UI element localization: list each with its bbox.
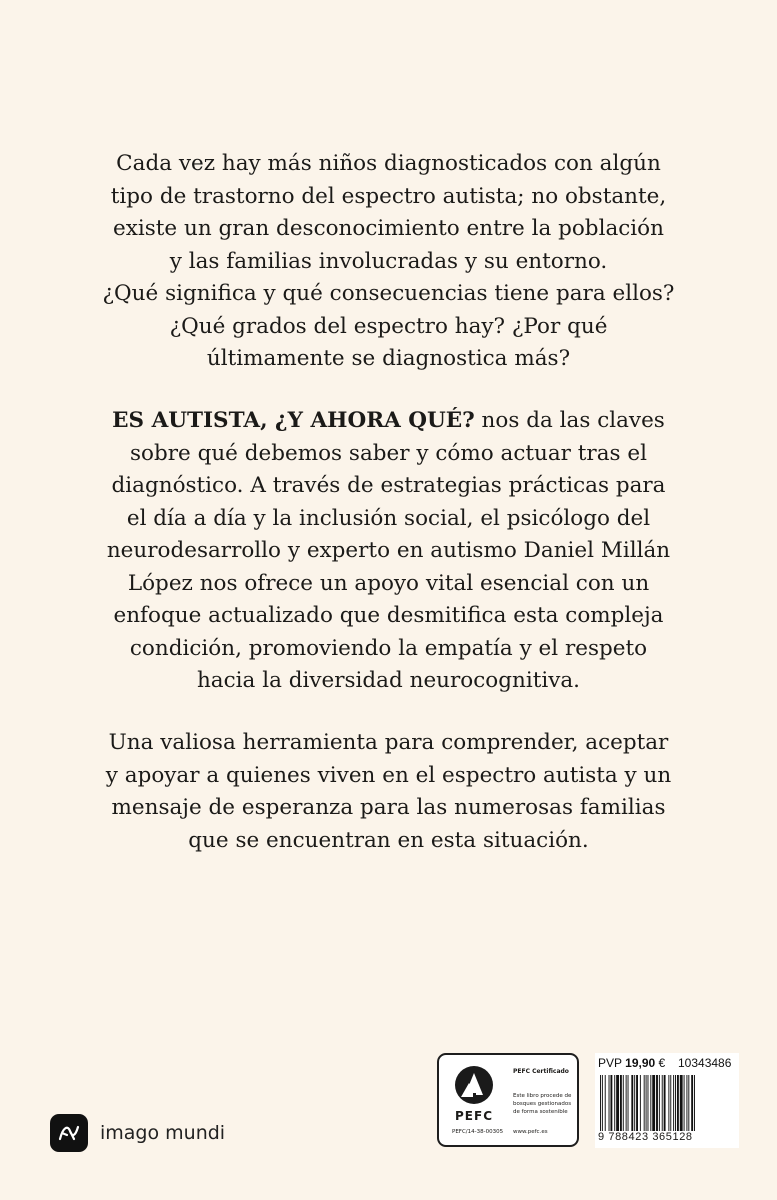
text-line	[0, 405, 777, 438]
publisher-logo-icon	[50, 1114, 88, 1152]
barcode-bar	[631, 1075, 633, 1131]
barcode-bar	[644, 1075, 645, 1131]
pvp-label: PVP	[598, 1056, 622, 1070]
barcode-bar	[668, 1075, 669, 1131]
barcode-bar	[616, 1075, 619, 1131]
isbn-digits: 9 788423 365128	[598, 1131, 693, 1143]
text-line: el día a día y la inclusión social, el psicólogo del	[126, 505, 651, 531]
text-line: y apoyar a quienes viven en el espectro autista y un	[105, 762, 672, 788]
barcode-bar	[620, 1075, 622, 1131]
barcode-bar	[626, 1075, 627, 1131]
text-line: ¿Qué grados del espectro hay? ¿Por qué	[169, 313, 608, 339]
publisher-name: imago mundi	[100, 1122, 226, 1144]
barcode-bar	[605, 1075, 606, 1131]
barcode-bar	[614, 1075, 615, 1131]
barcode-bar	[652, 1075, 655, 1131]
text-line: mensaje de esperanza para las numerosas familias	[111, 795, 666, 820]
barcode-bar	[623, 1075, 624, 1131]
barcode-bar	[628, 1075, 629, 1131]
pefc-tree-icon	[451, 1065, 497, 1109]
barcode-bar	[659, 1075, 660, 1131]
text-line: neurodesarrollo y experto en autismo Daniel Millán	[106, 538, 671, 563]
barcode-bars	[600, 1075, 734, 1131]
barcode-bar	[691, 1075, 693, 1131]
text-line: existe un gran desconocimiento entre la población	[113, 216, 664, 241]
barcode-bar	[600, 1075, 601, 1131]
text-line: sobre qué debemos saber y cómo actuar tras el	[130, 440, 647, 466]
text-line: tipo de trastorno del espectro autista; no obstante,	[110, 183, 667, 209]
pefc-logo-text: PEFC	[455, 1109, 493, 1123]
text-line: ¿Qué significa y qué consecuencias tiene para ellos?	[102, 281, 675, 306]
barcode-bar	[636, 1075, 638, 1131]
barcode-bar	[648, 1075, 649, 1131]
barcode-bar	[684, 1075, 685, 1131]
barcode-bar	[602, 1075, 603, 1131]
barcode-bar	[673, 1075, 674, 1131]
text-line: hacia la diversidad neurocognitiva.	[196, 668, 581, 693]
barcode-bar	[677, 1075, 679, 1131]
text-line: enfoque actualizado que desmitifica esta compleja	[113, 603, 664, 628]
pefc-code: PEFC/14-38-00305	[452, 1129, 504, 1135]
barcode-bar	[646, 1075, 647, 1131]
barcode-bar	[686, 1075, 687, 1131]
book-title: ES AUTISTA, ¿Y AHORA QUÉ?	[112, 408, 475, 433]
barcode-bar	[634, 1075, 635, 1131]
barcode-bar	[662, 1075, 663, 1131]
pefc-certification-box	[437, 1053, 579, 1147]
barcode-bar	[609, 1075, 610, 1131]
reference-number: 10343486	[678, 1056, 732, 1070]
barcode-bar	[688, 1075, 689, 1131]
text-line: últimamente se diagnostica más?	[206, 346, 571, 371]
barcode-bar	[664, 1075, 666, 1131]
barcode-bar	[650, 1075, 651, 1131]
barcode-bar	[640, 1075, 641, 1131]
barcode-bar	[670, 1075, 671, 1131]
text-fragment: nos da las claves	[474, 408, 665, 433]
text-line: condición, promoviendo la empatía y el respeto	[129, 635, 648, 661]
text-line: que se encuentran en esta situación.	[188, 827, 589, 853]
text-line: Una valiosa herramienta para comprender, aceptar	[108, 730, 669, 755]
price-row	[598, 1056, 732, 1070]
pefc-certified-label: PEFC Certificado	[513, 1068, 569, 1075]
barcode-bar	[656, 1075, 658, 1131]
pefc-description: Este libro procede de bosques gestionados de forma sostenible	[513, 1093, 572, 1115]
barcode-bar	[694, 1075, 695, 1131]
text-line: López nos ofrece un apoyo vital esencial con un	[127, 570, 650, 596]
blurb-paragraph-2	[0, 405, 777, 698]
publisher-logo	[50, 1114, 225, 1152]
text-line: y las familias involucradas y su entorno.	[169, 248, 608, 274]
barcode-bar	[610, 1075, 612, 1131]
blurb-paragraph-1	[0, 148, 777, 376]
price-value: 19,90	[625, 1056, 656, 1070]
blurb-paragraph-3	[0, 727, 777, 857]
barcode-box	[595, 1053, 739, 1148]
barcode-bar	[675, 1075, 676, 1131]
barcode-bar	[680, 1075, 683, 1131]
text-line: Cada vez hay más niños diagnosticados con algún	[116, 151, 661, 176]
pefc-url: www.pefc.es	[513, 1129, 548, 1135]
text-line: diagnóstico. A través de estrategias prácticas para	[111, 473, 666, 498]
currency: €	[658, 1056, 666, 1070]
